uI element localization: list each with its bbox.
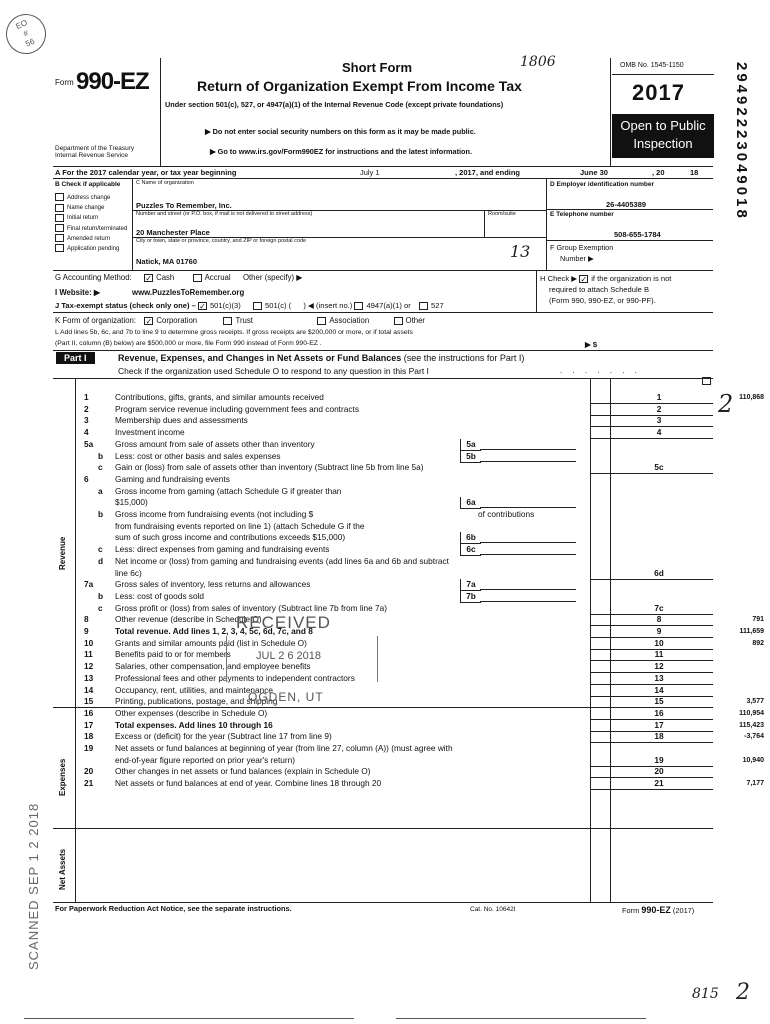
ein-value: 26-4405389 — [606, 200, 647, 209]
line-number: 7a — [84, 579, 94, 590]
line-description: Gross income from fundraising events (not including $ — [115, 509, 314, 519]
b-name-change[interactable]: Name change — [55, 203, 127, 213]
line-a-mid: , 2017, and ending — [455, 168, 521, 177]
website-label: I Website: ▶ — [55, 288, 100, 297]
line-l-1: L Add lines 5b, 6c, and 7b to line 9 to determine gross receipts. If gross receipts are $200,000 or more, or if total assets — [55, 329, 413, 336]
501c-checkbox[interactable] — [253, 302, 262, 310]
line-description: Excess or (deficit) for the year (Subtract line 17 from line 9) — [115, 731, 332, 742]
part1-line — [58, 462, 708, 473]
line-amount[interactable]: 3,577 — [746, 698, 764, 706]
inner-line-box[interactable]: 5a — [460, 439, 481, 451]
line-description: Less: direct expenses from gaming and fundraising events — [115, 544, 330, 555]
eo-stamp-text: EO # 56 — [14, 17, 36, 49]
revenue-side-label: Revenue — [58, 536, 67, 570]
line-number: 13 — [84, 672, 94, 683]
line-description: line 6c) — [115, 567, 142, 578]
association-checkbox[interactable] — [317, 317, 326, 325]
line-box-number: 17 — [654, 719, 664, 730]
line-description: end-of-year figure reported on prior year's return) — [115, 754, 296, 765]
line-a-label: A For the 2017 calendar year, or tax year beginning — [55, 168, 237, 177]
expenses-side-label: Expenses — [58, 758, 67, 796]
b-application-pending[interactable]: Application pending — [55, 244, 127, 254]
part1-line — [58, 439, 708, 450]
dln-number: 29492223049018 — [733, 62, 750, 221]
line-number: 21 — [84, 778, 94, 789]
part1-line — [58, 556, 708, 567]
part1-title: Revenue, Expenses, and Changes in Net Assets or Fund Balances (see the instructions for Part I) — [118, 353, 525, 363]
tax-year: 2017 — [632, 80, 685, 105]
part1-line — [58, 451, 708, 462]
checkbox[interactable] — [55, 244, 64, 252]
line-description: Investment income — [115, 427, 185, 438]
part1-line — [58, 754, 764, 766]
footer-paperwork: For Paperwork Reduction Act Notice, see the separate instructions. — [55, 904, 292, 913]
line-a-end-year: 18 — [690, 168, 699, 177]
inner-amount-field[interactable] — [480, 591, 576, 602]
inner-line-box[interactable]: 6c — [460, 544, 481, 556]
line-number: 18 — [84, 731, 94, 742]
line-description: Grants and similar amounts paid (list in Schedule O) — [115, 637, 307, 648]
other-org-checkbox[interactable] — [394, 317, 403, 325]
line-box-number: 1 — [656, 392, 662, 402]
part1-line — [58, 685, 708, 696]
line-amount[interactable]: 892 — [752, 639, 764, 647]
line-number: 8 — [84, 614, 89, 625]
line-description: from fundraising events reported on line 1) (attach Schedule G if the — [115, 520, 365, 531]
line-description: Gross profit or (loss) from sales of inventory (Subtract line 7b from line 7a) — [115, 602, 388, 613]
part1-check-note: Check if the organization used Schedule O to respond to any question in this Part I — [118, 366, 429, 376]
line-box-number: 13 — [654, 672, 664, 683]
open-to-public-box — [612, 114, 714, 158]
phone-label: E Telephone number — [550, 211, 614, 218]
line-h: H Check ▶ ✓ if the organization is not required to attach Schedule B (Form 990, 990-EZ, or 990-PF). — [540, 274, 672, 305]
inspection-text: Inspection — [633, 136, 693, 151]
handwritten-1806: 1806 — [520, 54, 556, 70]
line-description: Benefits paid to or for members — [115, 649, 231, 660]
501c3-checkbox[interactable]: ✓ — [199, 302, 206, 311]
line-number: 1 — [84, 392, 89, 402]
trust-checkbox[interactable] — [223, 317, 232, 325]
line-description: Less: cost of goods sold — [115, 590, 205, 601]
line-box-number: 19 — [654, 754, 664, 765]
line-box-number: 4 — [656, 427, 662, 438]
line-a-begin: July 1 — [360, 168, 380, 177]
short-form-label: Short Form — [342, 60, 413, 75]
footer-cat: Cat. No. 10642I — [470, 906, 516, 913]
ein-label: D Employer identification number — [550, 181, 655, 188]
line-a-end-year-prefix: , 20 — [652, 168, 665, 177]
part1-line — [58, 579, 708, 590]
part1-line — [58, 766, 708, 777]
inner-line-box[interactable]: 6a — [460, 497, 481, 509]
part1-line — [58, 696, 764, 707]
ogden-stamp: OGDEN, UT — [248, 690, 324, 704]
part1-line — [58, 544, 708, 555]
corporation-checkbox[interactable]: ✓ — [145, 316, 153, 326]
line-description: $15,000) — [115, 497, 148, 508]
inner-amount-field[interactable] — [480, 439, 576, 450]
527-checkbox[interactable] — [419, 302, 428, 310]
line-number: 4 — [84, 427, 89, 438]
line-box-number: 15 — [654, 696, 664, 707]
handwritten-13: 13 — [510, 242, 531, 261]
form-of-organization: K Form of organization: ✓ Corporation Trust Association Other — [55, 316, 426, 326]
form-label: Form — [55, 78, 74, 87]
line-amount[interactable]: 115,423 — [739, 721, 764, 729]
b-amended-return[interactable]: Amended return — [55, 234, 127, 244]
part1-line — [58, 719, 764, 731]
line-amount[interactable]: 110,868 — [739, 394, 764, 401]
cash-label: Cash — [156, 273, 175, 282]
group-number-label: Number ▶ — [560, 254, 594, 263]
line-box-number: 20 — [654, 766, 664, 777]
inner-amount-field[interactable] — [480, 532, 576, 543]
line-l-2: (Part II, column (B) below) are $500,000 or more, file Form 990 instead of Form 990-EZ . — [55, 340, 322, 347]
amount-rule — [590, 789, 713, 790]
scanned-stamp: SCANNED SEP 1 2 2018 — [26, 802, 41, 970]
line-box-number: 18 — [654, 731, 664, 742]
accounting-method: G Accounting Method: ✓ Cash Accrual Other (specify) ▶ — [55, 273, 303, 283]
form-subtitle: Under section 501(c), 527, or 4947(a)(1) of the Internal Revenue Code (except private foundations) — [165, 100, 504, 109]
received-stamp-frame — [226, 636, 378, 682]
handwritten-2: 2 — [718, 390, 734, 418]
room-label: Room/suite — [488, 211, 516, 217]
b-initial-return[interactable]: Initial return — [55, 213, 127, 223]
line-number: 14 — [84, 684, 94, 695]
line-description: Membership dues and assessments — [115, 415, 248, 426]
inner-amount-field[interactable] — [480, 544, 576, 555]
part1-line — [58, 626, 764, 637]
checkbox[interactable] — [55, 214, 64, 222]
part1-line — [58, 392, 764, 403]
line-amount[interactable]: -3,764 — [744, 733, 764, 741]
part1-line — [58, 707, 764, 719]
line-description: Other revenue (describe in Schedule O) — [115, 614, 262, 625]
checkbox[interactable] — [55, 204, 64, 212]
street-address: 20 Manchester Place — [136, 228, 210, 237]
received-date-stamp: JUL 2 6 2018 — [256, 650, 322, 662]
part1-line — [58, 614, 764, 625]
form-title: Return of Organization Exempt From Income Tax — [197, 78, 522, 94]
city-label: City or town, state or province, country, and ZIP or foreign postal code — [136, 238, 307, 244]
street-label: Number and street (or P.O. box, if mail is not delivered to street address) — [136, 211, 313, 217]
b-final-return[interactable]: Final return/terminated — [55, 224, 127, 234]
line-box-number: 9 — [656, 626, 662, 636]
line-box-number: 8 — [656, 614, 662, 625]
line-box-number: 7c — [654, 602, 664, 613]
accrual-checkbox[interactable] — [193, 274, 202, 282]
line-number: 5a — [84, 438, 94, 449]
other-method-label: Other (specify) ▶ — [242, 273, 303, 282]
part1-line — [58, 427, 708, 438]
line-number: 6 — [84, 473, 89, 484]
line-sub-letter: b — [98, 450, 104, 461]
part1-line — [58, 673, 708, 684]
line-description: Net assets or fund balances at beginning of year (from line 27, column (A)) (must agree with — [115, 743, 453, 753]
line-box-number: 14 — [654, 684, 664, 695]
line-number: 16 — [84, 707, 94, 718]
line-amount[interactable]: 791 — [752, 616, 764, 624]
accrual-label: Accrual — [204, 273, 231, 282]
line-description: Net assets or fund balances at end of year. Combine lines 18 through 20 — [115, 778, 382, 789]
part1-tag: Part I — [56, 352, 95, 364]
group-exemption-label: F Group Exemption — [550, 243, 614, 252]
handwritten-2-bottom: 2 — [736, 980, 750, 1005]
part1-line — [58, 743, 708, 754]
line-box-number: 11 — [654, 649, 664, 660]
line-box-number: 21 — [654, 778, 664, 789]
line-sub-letter: b — [98, 590, 104, 601]
open-public-text: Open to Public — [620, 118, 706, 133]
line-box-number: 12 — [654, 661, 664, 672]
line-description: Professional fees and other payments to independent contractors — [115, 672, 355, 683]
part1-line — [58, 778, 764, 789]
dept-treasury: Department of the Treasury — [55, 145, 135, 152]
irs-label: Internal Revenue Service — [55, 152, 128, 159]
line-number: 9 — [84, 626, 89, 636]
line-description: Other expenses (describe in Schedule O) — [115, 707, 268, 718]
part1-line — [58, 486, 708, 497]
part1-line — [58, 568, 708, 579]
part1-line — [58, 731, 764, 742]
phone-value: 508-655-1784 — [614, 230, 661, 239]
line-description: Gaming and fundraising events — [115, 473, 230, 484]
line-number: 20 — [84, 766, 94, 777]
line-amount[interactable]: 7,177 — [746, 780, 764, 788]
line-description-cont: of contributions — [478, 509, 535, 519]
part1-line — [58, 637, 764, 649]
inner-line-box[interactable]: 7b — [460, 591, 481, 603]
line-box-number: 6d — [654, 567, 664, 578]
line-description: Net income or (loss) from gaming and fundraising events (add lines 6a and 6b and subtract — [115, 555, 449, 566]
line-description: sum of such gross income and contributions exceeds $15,000) — [115, 532, 346, 543]
line-sub-letter: c — [98, 544, 103, 555]
line-sub-letter: d — [98, 555, 104, 566]
line-amount[interactable]: 110,954 — [739, 709, 764, 717]
line-box-number: 10 — [654, 637, 664, 648]
org-name-label: C Name of organization — [136, 180, 194, 186]
section-b-list — [55, 193, 127, 254]
handwritten-815: 815 — [692, 986, 719, 1002]
tax-exempt-status: J Tax-exempt status (check only one) – ✓ 501(c)(3) 501(c) ( ) ◀ (insert no.) 4947(a)(1) or 527 — [55, 301, 444, 311]
line-box-number: 5c — [654, 462, 664, 473]
line-description: Occupancy, rent, utilities, and maintenance — [115, 684, 274, 695]
line-description: Gross amount from sale of assets other than inventory — [115, 438, 315, 449]
part1-line — [58, 497, 708, 508]
line-box-number: 2 — [656, 403, 662, 414]
4947-checkbox[interactable] — [354, 302, 363, 310]
line-description: Other changes in net assets or fund balances (explain in Schedule O) — [115, 766, 371, 777]
line-number: 3 — [84, 415, 89, 426]
checkbox[interactable] — [55, 193, 64, 201]
line-number: 10 — [84, 637, 94, 648]
goto-note: ▶ Go to www.irs.gov/Form990EZ for instructions and the latest information. — [210, 147, 472, 156]
part1-line — [58, 649, 708, 660]
line-number: 17 — [84, 719, 94, 730]
line-a-end: June 30 — [580, 168, 608, 177]
line-box-number: 3 — [656, 415, 662, 426]
org-name: Puzzles To Remember, Inc. — [136, 201, 232, 210]
part1-line — [58, 603, 708, 614]
line-number: 19 — [84, 743, 94, 753]
city-state-zip: Natick, MA 01760 — [136, 257, 198, 266]
checkbox[interactable] — [55, 224, 64, 232]
line-sub-letter: a — [98, 485, 103, 496]
line-l-dollar: ▶ $ — [585, 340, 598, 349]
part1-line — [58, 509, 708, 520]
line-sub-letter: c — [98, 602, 103, 613]
cash-checkbox[interactable]: ✓ — [145, 273, 152, 283]
part1-line — [58, 661, 708, 672]
line-number: 12 — [84, 661, 94, 672]
received-stamp: RECEIVED — [236, 613, 331, 632]
line-amount[interactable]: 10,940 — [742, 756, 764, 764]
line-description: Total expenses. Add lines 10 through 16 — [115, 719, 273, 730]
omb-number: OMB No. 1545-1150 — [620, 62, 684, 69]
inner-line-box[interactable]: 6b — [460, 532, 481, 544]
b-address-change[interactable]: Address change — [55, 193, 127, 203]
line-description: Total revenue. Add lines 1, 2, 3, 4, 5c, 6d, 7c, and 8 — [115, 626, 313, 636]
line-sub-letter: b — [98, 509, 104, 519]
section-b-label: B Check if applicable — [55, 181, 121, 188]
line-amount[interactable]: 111,659 — [739, 628, 764, 635]
inner-line-box[interactable]: 5b — [460, 451, 481, 463]
form-number: 990-EZ — [76, 68, 149, 95]
line-description: Gain or (loss) from sale of assets other than inventory (Subtract line 5b from line 5a) — [115, 462, 424, 473]
part1-line — [58, 415, 708, 426]
checkbox[interactable] — [55, 234, 64, 242]
ssn-note: ▶ Do not enter social security numbers on this form as it may be made public. — [205, 127, 476, 136]
inner-line-box[interactable]: 7a — [460, 579, 481, 591]
inner-amount-field[interactable] — [480, 579, 576, 590]
part1-line — [58, 521, 708, 532]
schedule-b-checkbox[interactable]: ✓ — [580, 275, 588, 284]
line-sub-letter: c — [98, 462, 103, 473]
inner-amount-field[interactable] — [480, 497, 576, 508]
part1-line — [58, 591, 708, 602]
line-number: 15 — [84, 696, 94, 707]
inner-amount-field[interactable] — [480, 451, 576, 462]
line-description: Less: cost or other basis and sales expenses — [115, 450, 281, 461]
part1-line — [58, 532, 708, 543]
line-description: Salaries, other compensation, and employee benefits — [115, 661, 311, 672]
line-description: Program service revenue including government fees and contracts — [115, 403, 359, 414]
footer-form: Form 990-EZ (2017) — [622, 905, 695, 915]
line-number: 2 — [84, 403, 89, 414]
line-description: Gross sales of inventory, less returns and allowances — [115, 579, 311, 590]
website-value[interactable]: www.PuzzlesToRemember.org — [132, 288, 245, 297]
line-number: 11 — [84, 649, 93, 660]
line-description: Contributions, gifts, grants, and similar amounts received — [115, 392, 324, 402]
part1-line — [58, 474, 708, 485]
eo-stamp-circle — [0, 7, 53, 60]
line-description: Gross income from gaming (attach Schedule G if greater than — [115, 485, 342, 496]
line-box-number: 16 — [654, 707, 664, 718]
part1-line — [58, 404, 708, 415]
line-description: Printing, publications, postage, and shipping — [115, 696, 278, 707]
net-assets-side-label: Net Assets — [58, 848, 67, 890]
